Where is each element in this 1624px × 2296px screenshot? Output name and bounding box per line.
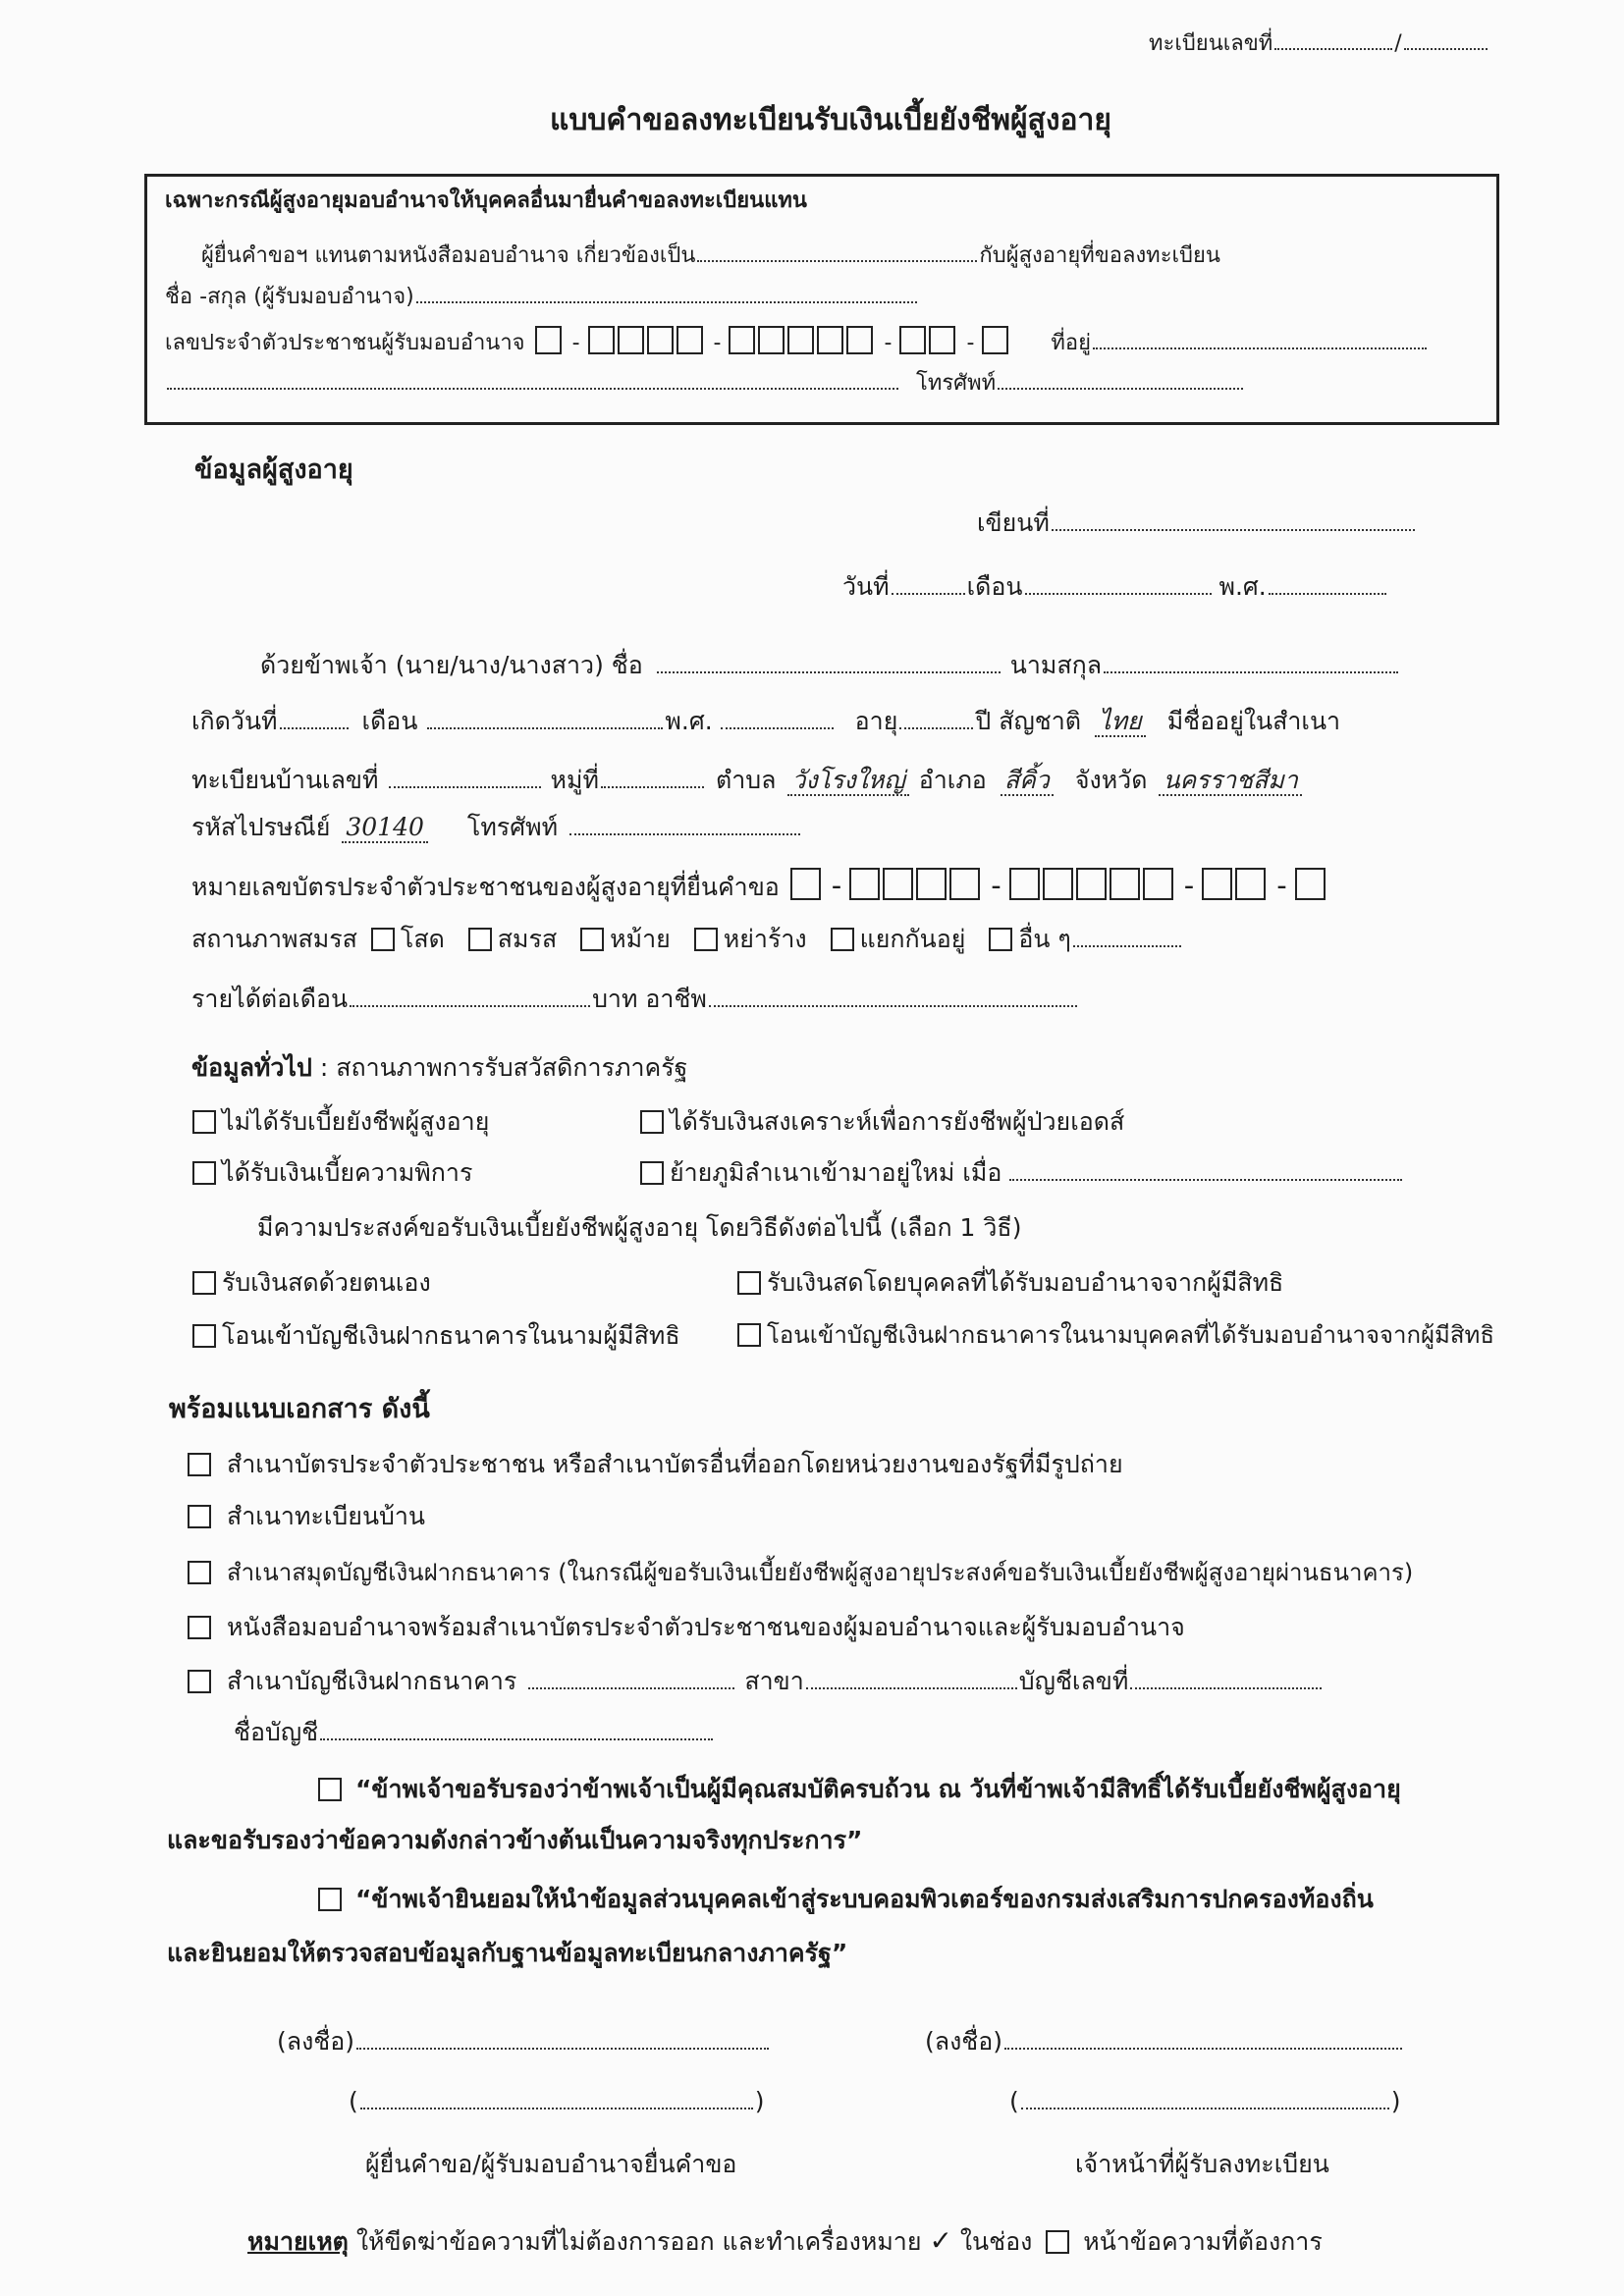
- declaration-2-line1: “ข้าพเจ้ายินยอมให้นำข้อมูลส่วนบุคคลเข้าสู่ระบบคอมพิวเตอร์ของกรมส่งเสริมการปกครองท้องถิ่น: [312, 1885, 1374, 1914]
- proxy-line1: ผู้ยื่นคำขอฯ แทนตามหนังสือมอบอำนาจ เกี่ยวข้องเป็น กับผู้สูงอายุที่ขอลงทะเบียน: [201, 243, 1220, 268]
- registration-number: ทะเบียนเลขที่ /: [1149, 31, 1489, 57]
- moved-date-field[interactable]: [1009, 1178, 1402, 1181]
- marital-widowed-checkbox[interactable]: [580, 928, 604, 951]
- method4: โอนเข้าบัญชีเงินฝากธนาคารในนามบุคคลที่ได้รับมอบอำนาจจากผู้มีสิทธิ: [731, 1321, 1494, 1350]
- proxy-address-field[interactable]: [1093, 347, 1427, 349]
- proxy-line3: เลขประจำตัวประชาชนผู้รับมอบอำนาจ - - - - ที่อยู่: [165, 326, 1429, 356]
- method1: รับเงินสดด้วยตนเอง: [187, 1268, 431, 1298]
- address-line: ทะเบียนบ้านเลขที่ หมู่ที่ ตำบล วังโรงใหญ่ อำเภอ สีคิ้ว จังหวัด นครราชสีมา: [191, 766, 1302, 795]
- applicant-signature: (ลงชื่อ): [277, 2027, 771, 2056]
- house-number-field[interactable]: [389, 785, 541, 788]
- income-field[interactable]: [350, 1004, 590, 1007]
- applicant-name-paren: ( ): [349, 2087, 765, 2115]
- account-name-field[interactable]: [320, 1737, 713, 1740]
- method2: รับเงินสดโดยบุคคลที่ได้รับมอบอำนาจจากผู้มีสิทธิ: [731, 1268, 1283, 1298]
- welfare-opt1: ไม่ได้รับเบี้ยยังชีพผู้สูงอายุ: [187, 1107, 489, 1137]
- officer-signature-field[interactable]: [1004, 2047, 1402, 2050]
- officer-signature: (ลงชื่อ): [925, 2027, 1404, 2056]
- officer-printed-name-field[interactable]: [1021, 2107, 1389, 2109]
- welfare-opt3: ได้รับเงินเบี้ยความพิการ: [187, 1158, 472, 1188]
- officer-caption: เจ้าหน้าที่ผู้รับลงทะเบียน: [1075, 2150, 1329, 2178]
- occupation-field[interactable]: [709, 1004, 1077, 1007]
- attachment-3: สำเนาสมุดบัญชีเงินฝากธนาคาร (ในกรณีผู้ขอรับเงินเบี้ยยังชีพผู้สูงอายุประสงค์ขอรับเงินเบี้ยยังชีพผู้สูงอายุผ่านธนาคาร): [182, 1559, 1413, 1587]
- attachment-4: หนังสือมอบอำนาจพร้อมสำเนาบัตรประจำตัวประชาชนของผู้มอบอำนาจและผู้รับมอบอำนาจ: [182, 1613, 1185, 1642]
- form-title: แบบคำขอลงทะเบียนรับเงินเบี้ยยังชีพผู้สูงอายุ: [550, 103, 1111, 137]
- marital-married-checkbox[interactable]: [468, 928, 492, 951]
- method4-checkbox[interactable]: [737, 1323, 761, 1347]
- method3-checkbox[interactable]: [192, 1324, 216, 1348]
- born-year-field[interactable]: [721, 726, 834, 729]
- method-intro: มีความประสงค์ขอรับเงินเบี้ยยังชีพผู้สูงอายุ โดยวิธีดังต่อไปนี้ (เลือก 1 วิธี): [257, 1213, 1022, 1242]
- year-field[interactable]: [1269, 592, 1386, 595]
- proxy-line2: ชื่อ -สกุล (ผู้รับมอบอำนาจ): [165, 285, 919, 310]
- sample-checkbox-icon: [1046, 2230, 1069, 2254]
- method2-checkbox[interactable]: [737, 1271, 761, 1295]
- marital-other-field[interactable]: [1073, 944, 1181, 947]
- officer-name-paren: ( ): [1009, 2087, 1401, 2115]
- declaration-1-checkbox[interactable]: [318, 1778, 342, 1801]
- birth-line: เกิดวันที่ เดือน พ.ศ. อายุ ปี สัญชาติ ไทย มีชื่ออยู่ในสำเนา: [191, 707, 1341, 735]
- proxy-line4: โทรศัพท์: [165, 371, 1245, 397]
- elder-heading: ข้อมูลผู้สูงอายุ: [194, 454, 353, 485]
- relationship-field[interactable]: [697, 259, 977, 262]
- amphoe-value[interactable]: สีคิ้ว: [1001, 766, 1054, 796]
- applicant-printed-name-field[interactable]: [360, 2107, 753, 2109]
- attachment-3-checkbox[interactable]: [188, 1561, 211, 1584]
- attachment-2: สำเนาทะเบียนบ้าน: [182, 1502, 425, 1531]
- written-at: เขียนที่: [977, 508, 1417, 538]
- date-line: วันที่ เดือน พ.ศ.: [842, 572, 1388, 602]
- general-info-heading: ข้อมูลทั่วไป : สถานภาพการรับสวัสดิการภาครัฐ: [191, 1053, 688, 1082]
- income-line: รายได้ต่อเดือน บาท อาชีพ: [191, 985, 1079, 1014]
- elder-id-boxes[interactable]: - - - -: [787, 869, 1331, 902]
- marital-separated-checkbox[interactable]: [831, 928, 854, 951]
- marital-line: สถานภาพสมรส โสด สมรส หม้าย หย่าร้าง แยกกันอยู่ อื่น ๆ: [191, 925, 1183, 954]
- written-at-field[interactable]: [1052, 528, 1415, 531]
- account-number-field[interactable]: [1130, 1686, 1322, 1689]
- phone-field[interactable]: [569, 832, 800, 835]
- bank-name-field[interactable]: [528, 1686, 734, 1689]
- attachment-4-checkbox[interactable]: [188, 1616, 211, 1639]
- day-field[interactable]: [892, 592, 965, 595]
- surname-field[interactable]: [1104, 670, 1398, 673]
- proxy-name-field[interactable]: [416, 300, 917, 303]
- welfare-opt2: ได้รับเงินสงเคราะห์เพื่อการยังชีพผู้ป่วยเอดส์: [634, 1107, 1124, 1137]
- attachment-2-checkbox[interactable]: [188, 1505, 211, 1528]
- proxy-address-field-2[interactable]: [167, 387, 898, 390]
- proxy-id-boxes[interactable]: - - - -: [532, 331, 1022, 355]
- declaration-1-line2: และขอรับรองว่าข้อความดังกล่าวข้างต้นเป็นความจริงทุกประการ”: [167, 1826, 863, 1854]
- applicant-caption: ผู้ยื่นคำขอ/ผู้รับมอบอำนาจยื่นคำขอ: [365, 2150, 737, 2178]
- moo-field[interactable]: [601, 785, 704, 788]
- welfare-opt3-checkbox[interactable]: [192, 1161, 216, 1185]
- marital-divorced-checkbox[interactable]: [694, 928, 718, 951]
- method3: โอนเข้าบัญชีเงินฝากธนาคารในนามผู้มีสิทธิ: [187, 1321, 680, 1351]
- first-name-field[interactable]: [657, 670, 1001, 673]
- welfare-opt1-checkbox[interactable]: [192, 1110, 216, 1134]
- declaration-2-line2: และยินยอมให้ตรวจสอบข้อมูลกับฐานข้อมูลทะเบียนกลางภาครัฐ”: [167, 1939, 848, 1967]
- province-value[interactable]: นครราชสีมา: [1159, 766, 1301, 796]
- declaration-2-checkbox[interactable]: [318, 1888, 342, 1911]
- footnote-label: หมายเหตุ: [247, 2227, 349, 2256]
- attachment-1-checkbox[interactable]: [188, 1453, 211, 1476]
- attachment-5-checkbox[interactable]: [188, 1670, 211, 1693]
- marital-other-checkbox[interactable]: [989, 928, 1012, 951]
- born-day-field[interactable]: [280, 726, 349, 729]
- declaration-1-line1: “ข้าพเจ้าขอรับรองว่าข้าพเจ้าเป็นผู้มีคุณสมบัติครบถ้วน ณ วันที่ข้าพเจ้ามีสิทธิ์ได้รับเบี้ยยังชีพผู้สูงอายุ: [312, 1775, 1401, 1804]
- method1-checkbox[interactable]: [192, 1271, 216, 1295]
- elder-id-line: หมายเลขบัตรประจำตัวประชาชนของผู้สูงอายุที่ยื่นคำขอ - - - -: [191, 868, 1331, 903]
- welfare-opt2-checkbox[interactable]: [640, 1110, 664, 1134]
- footnote: หมายเหตุ ให้ขีดฆ่าข้อความที่ไม่ต้องการออก และทำเครื่องหมาย ✓ ในช่อง หน้าข้อความที่ต้องการ: [247, 2224, 1323, 2257]
- nationality-value[interactable]: ไทย: [1095, 707, 1146, 737]
- marital-single-checkbox[interactable]: [371, 928, 395, 951]
- postcode-line: รหัสไปรษณีย์ 30140 โทรศัพท์: [191, 813, 802, 842]
- postcode-value[interactable]: 30140: [342, 813, 428, 843]
- month-field[interactable]: [1025, 592, 1212, 595]
- age-field[interactable]: [899, 726, 973, 729]
- welfare-opt4-checkbox[interactable]: [640, 1161, 664, 1185]
- proxy-phone-field[interactable]: [998, 387, 1243, 390]
- checkmark-icon: ✓: [929, 2224, 952, 2257]
- attachment-5: สำเนาบัญชีเงินฝากธนาคาร สาขา บัญชีเลขที่: [182, 1667, 1324, 1696]
- applicant-signature-field[interactable]: [356, 2047, 769, 2050]
- welfare-opt4: ย้ายภูมิลำเนาเข้ามาอยู่ใหม่ เมื่อ: [634, 1158, 1404, 1188]
- account-name-line: ชื่อบัญชี: [234, 1718, 715, 1747]
- name-line: ด้วยข้าพเจ้า (นาย/นาง/นางสาว) ชื่อ นามสกุล: [260, 651, 1400, 680]
- proxy-heading: เฉพาะกรณีผู้สูงอายุมอบอำนาจให้บุคคลอื่นมายื่นคำขอลงทะเบียนแทน: [165, 188, 807, 213]
- attachment-1: สำเนาบัตรประจำตัวประชาชน หรือสำเนาบัตรอื่นที่ออกโดยหน่วยงานของรัฐที่มีรูปถ่าย: [182, 1450, 1123, 1479]
- registration-number-label: ทะเบียนเลขที่: [1149, 31, 1273, 56]
- attachments-heading: พร้อมแนบเอกสาร ดังนี้: [169, 1394, 430, 1424]
- branch-field[interactable]: [806, 1686, 1017, 1689]
- tambon-value[interactable]: วังโรงใหญ่: [787, 766, 908, 796]
- born-month-field[interactable]: [427, 726, 663, 729]
